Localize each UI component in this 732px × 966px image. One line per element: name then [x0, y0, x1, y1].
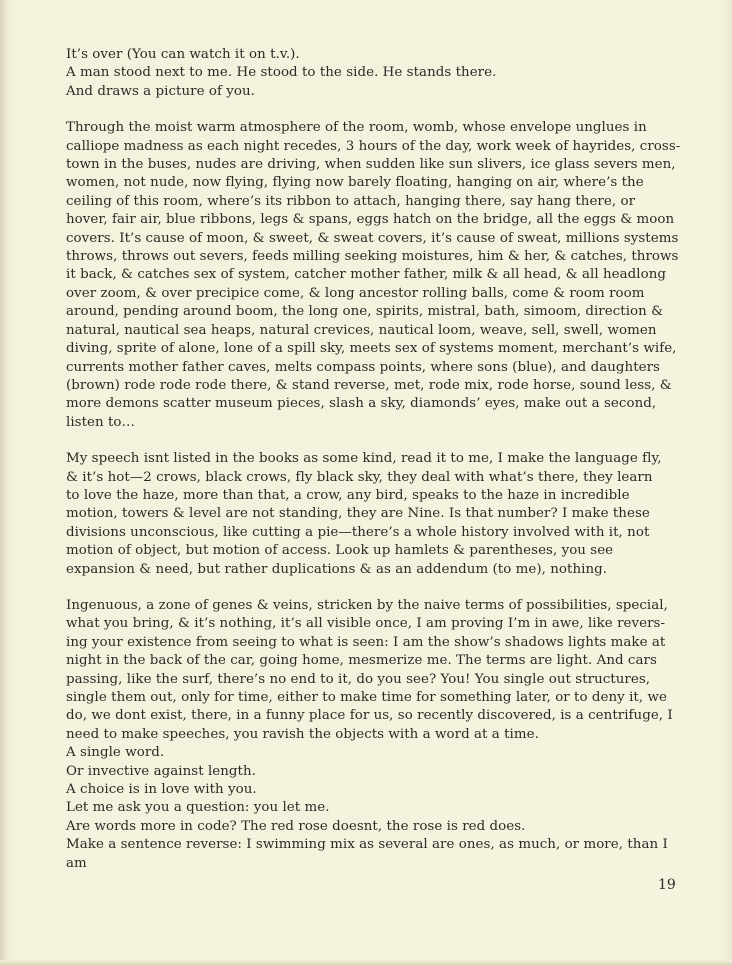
- paragraph-1: It’s over (You can watch it on t.v.). A man stood next to me. He stood to the side. He stands there. And draws a picture of you.: [66, 47, 497, 99]
- page-spine-shadow: [0, 0, 8, 966]
- body-text: [66, 46, 686, 873]
- paragraph-3: My speech isnt listed in the books as some kind, read it to me, I make the language fly, & it’s hot—2 crows, black crows, fly black sky, they deal with what’s there, they learn to love the haze, more than that, a crow, any bird, speaks to the haze in incredible motion, towers & level are not standing, they are Nine. Is that number? I make these divisions unconscious, like cutting a pie—there’s a whole history involved with it, not motion of object, but motion of access. Look up hamlets & parentheses, you see expansion & need, but rather duplications & as an addendum (to me), nothing.: [66, 451, 662, 577]
- page-number: 19: [658, 877, 676, 893]
- paragraph-4: Ingenuous, a zone of genes & veins, stricken by the naive terms of possibilities, special, what you bring, & it’s nothing, it’s all visible once, I am proving I’m in awe, like revers- ing your existence from seeing to what is seen: I am the show’s shadows lights make at night in the back of the car, going home, mesmerize me. The terms are light. And cars passing, like the surf, there’s no end to it, do you see? You! You single out structures, single them out, only for time, either to make time for something later, or to deny it, we do, we dont exist, there, in a funny place for us, so recently discovered, is a centrifuge, I need to make speeches, you ravish the objects with a word at a time. A single word. Or invective against length. A choice is in love with you. Let me ask you a question: you let me. Are words more in code? The red rose doesnt, the rose is red does. Make a sentence reverse: I swimming mix as several are ones, as much, or more, than I am: [66, 597, 673, 871]
- page-bottom-edge: [0, 960, 732, 966]
- paragraph-2: Through the moist warm atmosphere of the room, womb, whose envelope unglues in calliope madness as each night recedes, 3 hours of the day, work week of hayrides, cross- town in the buses, nudes are driving, when sudden like sun slivers, ice glass severs men, women, not nude, now flying, flying now barely floating, hanging on air, where’s the ceiling of this room, where’s its ribbon to attach, hanging there, say hang there, or hover, fair air, blue ribbons, legs & spans, eggs hatch on the bridge, all the eggs & moon covers. It’s cause of moon, & sweet, & sweat covers, it’s cause of sweat, millions systems throws, throws out severs, feeds milling seeking moistures, him & her, & catches, throws it back, & catches sex of system, catcher mother father, milk & all head, & all headlong over zoom, & over precipice come, & long ancestor rolling balls, come & room room around, pending around boom, the long one, spirits, mistral, bath, simoom, direction & natural, nautical sea heaps, natural crevices, nautical loom, weave, sell, swell, women diving, sprite of alone, lone of a spill sky, meets sex of systems moment, merchant’s wife, currents mother father caves, melts compass points, where sons (blue), and daughters (brown) rode rode rode there, & stand reverse, met, rode mix, rode horse, sound less, & more demons scatter museum pieces, slash a sky, diamonds’ eyes, make out a second, listen to…: [66, 120, 681, 430]
